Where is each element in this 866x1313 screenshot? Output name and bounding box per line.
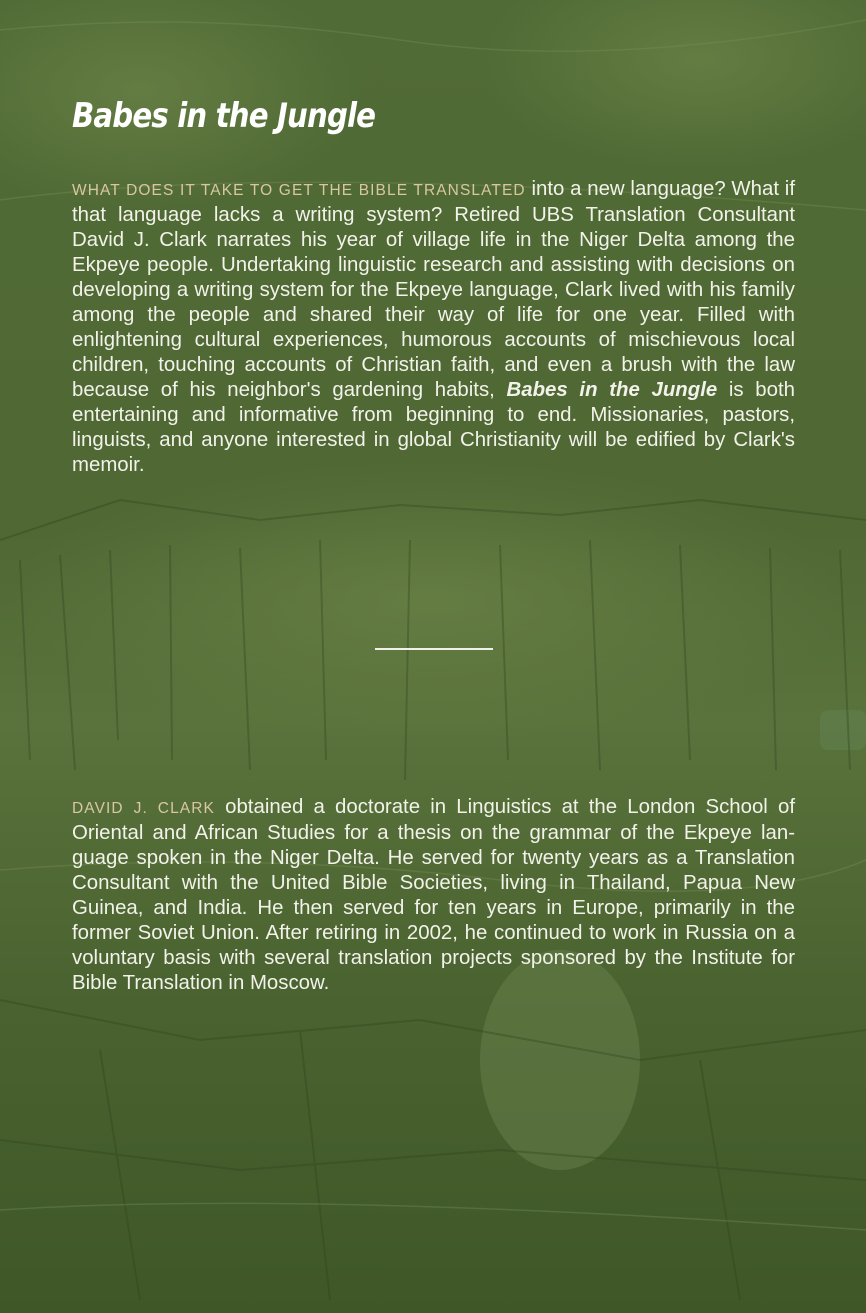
author-bio-text: obtained a doctorate in Linguistics at the London School of Oriental and African Studies for a thesis on the grammar of the Ekpeye language spoken in the Niger Delta. He served for twenty years as a Translation Consultant with the United Bible Societies, living in Thailand, Papua New Guinea, and India. He then served for ten years in Europe, primarily in the former Soviet Union. After retiring in 2002, he continued to work in Russia on a voluntary basis with several translation projects sponsored by the Institute for Bible Translation in Moscow. — [72, 796, 795, 994]
description-title-reference: Babes in the Jungle — [506, 379, 718, 401]
description-lead: WHAT DOES IT TAKE TO GET THE BIBLE TRANSLATED — [72, 182, 526, 199]
book-title: Babes in the Jungle — [72, 96, 376, 136]
description-text-part1: into a new language? What if that language lacks a writing system? Retired UBS Translation Consultant David J. Clark narrates his year of village life in the Niger Delta among the Ekpeye people. Undertaking linguistic research and assisting with decisions on developing a writing system for the Ekpeye language, Clark lived with his family among the people and shared their way of life for one year. Filled with enlightening cultural experiences, humorous accounts of mischievous local children, touching accounts of Christian faith, and even a brush with the law because of his neighbor's gardening habits, — [72, 178, 795, 401]
section-divider — [375, 648, 493, 650]
book-description — [72, 177, 795, 478]
author-name-lead: DAVID J. CLARK — [72, 800, 215, 817]
author-bio — [72, 795, 795, 996]
description-text-part2: is both entertaining and informative from beginning to end. Missionaries, pastors, linguists, and anyone interested in global Christianity will be edified by Clark's memoir. — [72, 379, 795, 476]
